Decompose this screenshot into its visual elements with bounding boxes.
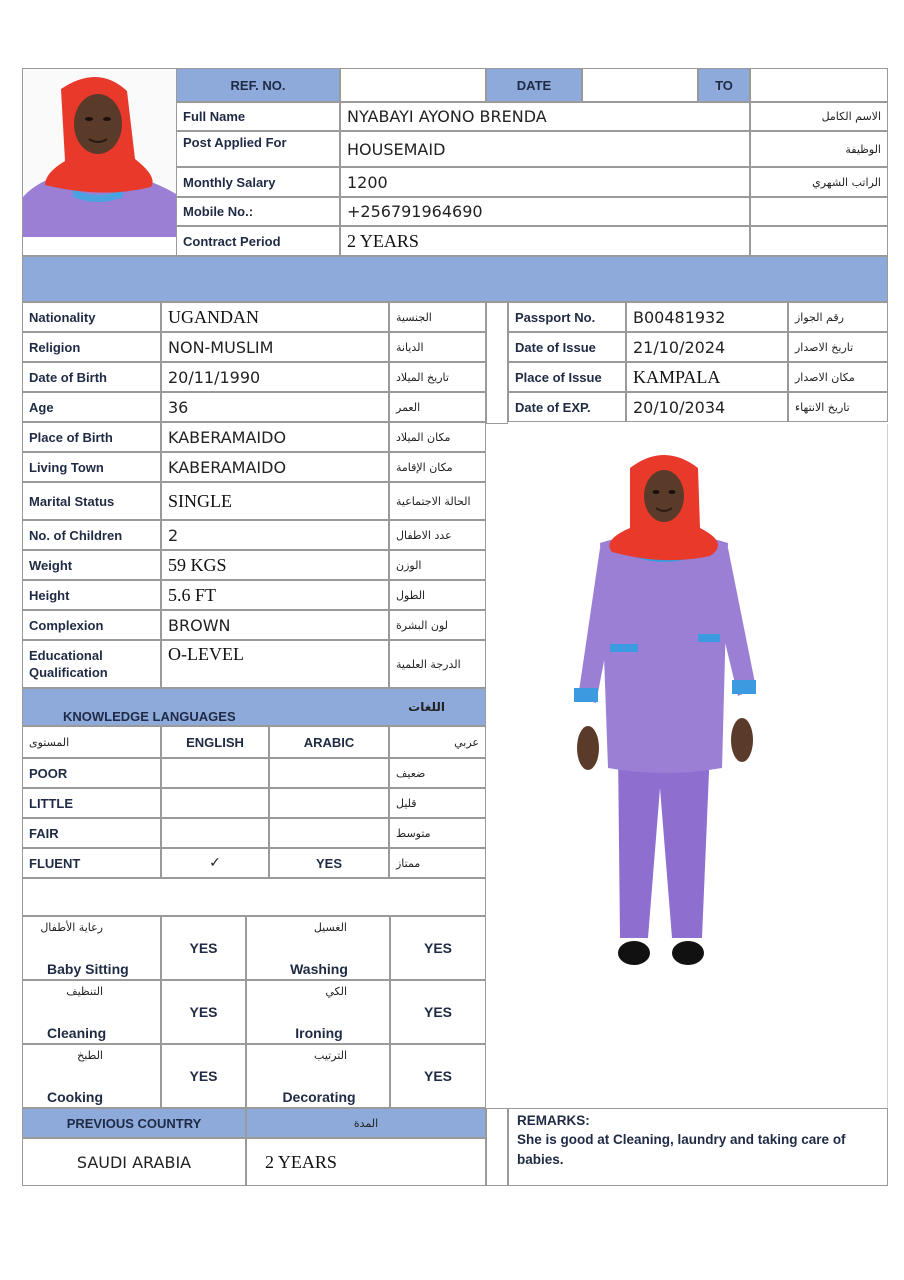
date-value [582,68,698,102]
passport-value: 21/10/2024 [626,332,788,362]
passport-value: 20/10/2034 [626,392,788,422]
passport-arabic: مكان الاصدار [788,362,888,392]
language-level: POOR [22,758,161,788]
languages-title-arabic: اللغات [408,700,445,714]
skill-left-label: Baby Sitting [47,961,129,977]
passport-label: Place of Issue [508,362,626,392]
full-name-value: NYABAYI AYONO BRENDA [340,102,750,131]
remarks-text: She is good at Cleaning, laundry and taking care of babies. [517,1132,846,1167]
skill-right-cell [246,916,390,980]
languages-col-arabic-ar: عربي [389,726,486,758]
personal-value: KABERAMAIDO [161,452,389,482]
language-level: FLUENT [22,848,161,878]
previous-duration-label: المدة [246,1108,486,1138]
personal-value: 59 KGS [161,550,389,580]
personal-value: SINGLE [161,482,389,520]
skill-right-arabic: الكي [325,985,347,998]
languages-title: KNOWLEDGE LANGUAGES [63,708,236,724]
ref-no-value [340,68,486,102]
personal-arabic: الديانة [389,332,486,362]
date-label: DATE [486,68,582,102]
contract-period-arabic [750,226,888,256]
skill-left-cell [22,916,161,980]
skill-right-label: Decorating [282,1089,356,1105]
previous-country-value: SAUDI ARABIA [22,1138,246,1186]
ref-no-label: REF. NO. [176,68,340,102]
personal-arabic: لون البشرة [389,610,486,640]
personal-value: 20/11/1990 [161,362,389,392]
section-divider-band [22,256,888,302]
mobile-arabic [750,197,888,226]
language-level: LITTLE [22,788,161,818]
gap-cell [486,1108,508,1186]
passport-value: B00481932 [626,302,788,332]
portrait-image [23,69,176,255]
personal-label: Weight [22,550,161,580]
monthly-salary-label: Monthly Salary [176,167,340,197]
personal-arabic: الحالة الاجتماعية [389,482,486,520]
to-value [750,68,888,102]
personal-label: Place of Birth [22,422,161,452]
language-arabic [269,818,389,848]
passport-gap-cell [486,302,508,424]
passport-label: Date of Issue [508,332,626,362]
personal-arabic: الوزن [389,550,486,580]
language-english [161,818,269,848]
monthly-salary-arabic: الراتب الشهري [750,167,888,197]
contract-period-label: Contract Period [176,226,340,256]
skill-left-value: YES [161,916,246,980]
personal-label: Age [22,392,161,422]
skill-right-value: YES [390,1044,486,1108]
passport-value: KAMPALA [626,362,788,392]
language-english [161,788,269,818]
passport-arabic: رقم الجواز [788,302,888,332]
personal-label: Living Town [22,452,161,482]
personal-value: NON-MUSLIM [161,332,389,362]
personal-arabic: مكان الميلاد [389,422,486,452]
post-applied-label: Post Applied For [176,131,340,167]
skill-left-label: Cleaning [47,1025,107,1041]
right-column-frame [508,424,888,1110]
personal-value: O-LEVEL [161,640,389,688]
language-arabic [269,758,389,788]
personal-arabic: عدد الاطفال [389,520,486,550]
language-arabic [269,788,389,818]
language-level-arabic: ضعيف [389,758,486,788]
skill-left-arabic: التنظيف [66,985,103,998]
skill-left-arabic: رعاية الأطفال [40,921,103,934]
passport-label: Passport No. [508,302,626,332]
skill-left-label: Cooking [47,1089,103,1105]
personal-label: Marital Status [22,482,161,520]
personal-arabic: تاريخ الميلاد [389,362,486,392]
skill-right-label: Washing [290,961,348,977]
passport-label: Date of EXP. [508,392,626,422]
language-english [161,758,269,788]
personal-arabic: الدرجة العلمية [389,640,486,688]
personal-label: Religion [22,332,161,362]
personal-arabic: الطول [389,580,486,610]
skill-left-value: YES [161,1044,246,1108]
personal-value: 2 [161,520,389,550]
full-name-label: Full Name [176,102,340,131]
language-english: ✓ [161,848,269,878]
previous-country-label: PREVIOUS COUNTRY [22,1108,246,1138]
personal-value: BROWN [161,610,389,640]
blank-row [22,878,486,916]
passport-arabic: تاريخ الاصدار [788,332,888,362]
personal-arabic: العمر [389,392,486,422]
language-level-arabic: قليل [389,788,486,818]
language-arabic: YES [269,848,389,878]
skill-left-cell [22,980,161,1044]
portrait-photo [22,68,177,256]
personal-value: UGANDAN [161,302,389,332]
full-name-arabic: الاسم الكامل [750,102,888,131]
skill-right-cell [246,1044,390,1108]
personal-label: Height [22,580,161,610]
skill-right-arabic: الترتيب [314,1049,347,1062]
post-applied-arabic: الوظيفة [750,131,888,167]
language-level-arabic: متوسط [389,818,486,848]
personal-value: 5.6 FT [161,580,389,610]
monthly-salary-value: 1200 [340,167,750,197]
personal-label: Date of Birth [22,362,161,392]
skill-left-arabic: الطبخ [77,1049,103,1062]
languages-col-english: ENGLISH [161,726,269,758]
skill-right-value: YES [390,980,486,1044]
languages-col-arabic: ARABIC [269,726,389,758]
personal-value: 36 [161,392,389,422]
passport-arabic: تاريخ الانتهاء [788,392,888,422]
remarks-label: REMARKS: [517,1113,590,1128]
personal-label: No. of Children [22,520,161,550]
contract-period-value: 2 YEARS [340,226,750,256]
skill-right-cell [246,980,390,1044]
personal-label: Complexion [22,610,161,640]
skill-left-cell [22,1044,161,1108]
personal-value: KABERAMAIDO [161,422,389,452]
personal-arabic: مكان الإقامة [389,452,486,482]
personal-arabic: الجنسية [389,302,486,332]
languages-header [22,688,486,726]
remarks-box [508,1108,888,1186]
mobile-value: +256791964690 [340,197,750,226]
personal-label: Nationality [22,302,161,332]
to-label: TO [698,68,750,102]
languages-level-arabic: المستوى [22,726,161,758]
post-applied-value: HOUSEMAID [340,131,750,167]
language-level: FAIR [22,818,161,848]
skill-right-label: Ironing [295,1025,343,1041]
skill-left-value: YES [161,980,246,1044]
skill-right-arabic: الغسيل [313,921,347,934]
previous-duration-value: 2 YEARS [246,1138,486,1186]
personal-label: Educational Qualification [22,640,161,688]
mobile-label: Mobile No.: [176,197,340,226]
language-level-arabic: ممتاز [389,848,486,878]
skill-right-value: YES [390,916,486,980]
